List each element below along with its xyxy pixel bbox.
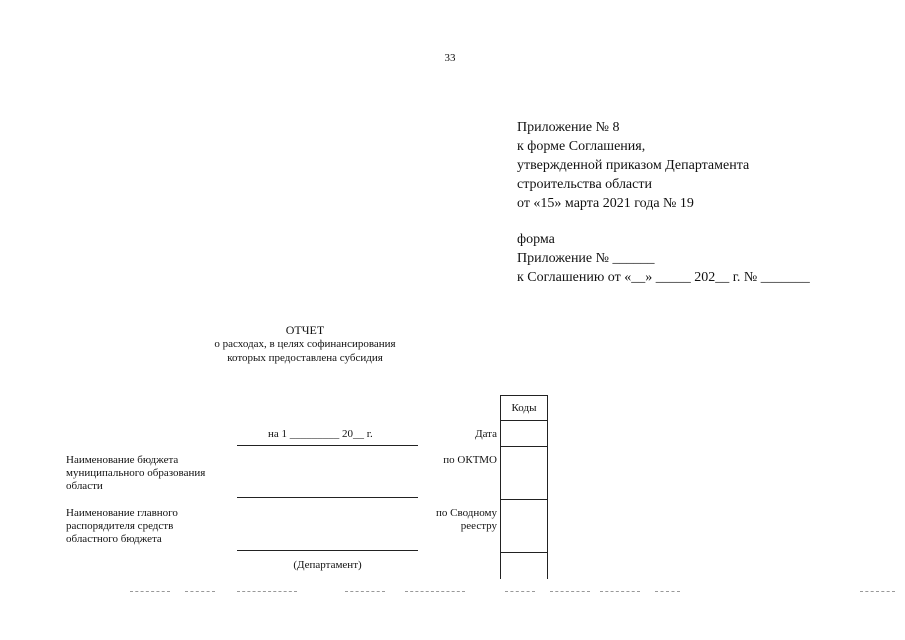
scan-artifact bbox=[655, 591, 680, 592]
oktmo-label: по ОКТМО bbox=[443, 454, 497, 466]
registry-label-line: по Сводному bbox=[435, 507, 497, 519]
scan-artifact bbox=[345, 591, 385, 592]
appendix-line: строительства области bbox=[517, 177, 652, 192]
appendix-line: Приложение № 8 bbox=[517, 120, 620, 135]
code-cell-registry[interactable] bbox=[501, 500, 548, 553]
appendix-block bbox=[517, 118, 810, 287]
chief-manager-label bbox=[66, 507, 236, 546]
report-subtitle: которых предоставлена субсидия bbox=[227, 352, 383, 364]
budget-name-label bbox=[66, 454, 236, 493]
budget-name-field[interactable] bbox=[237, 497, 418, 498]
report-title: ОТЧЕТ bbox=[285, 323, 325, 337]
codes-header: Коды bbox=[501, 396, 548, 421]
registry-label-line: реестру bbox=[460, 520, 497, 532]
form-label: форма bbox=[517, 232, 555, 247]
budget-name-label-line: области bbox=[66, 480, 103, 492]
scan-artifact bbox=[237, 591, 297, 592]
date-underline bbox=[237, 445, 418, 446]
date-label: Дата bbox=[475, 428, 497, 440]
appendix-line: от «15» марта 2021 года № 19 bbox=[517, 196, 694, 211]
agreement-line: к Соглашению от «__» _____ 202__ г. № _______ bbox=[517, 270, 810, 285]
scan-artifact bbox=[600, 591, 640, 592]
registry-label bbox=[420, 507, 497, 533]
budget-name-label-line: муниципального образования bbox=[66, 467, 206, 479]
report-date-line: на 1 _________ 20__ г. bbox=[268, 428, 373, 440]
scan-artifact bbox=[185, 591, 215, 592]
scan-artifact bbox=[505, 591, 535, 592]
scan-artifact bbox=[860, 591, 895, 592]
scan-artifact bbox=[130, 591, 170, 592]
codes-table bbox=[500, 395, 548, 579]
scan-artifact bbox=[405, 591, 465, 592]
code-cell-date[interactable] bbox=[501, 421, 548, 447]
code-cell-oktmo[interactable] bbox=[501, 447, 548, 500]
appendix-number-line: Приложение № ______ bbox=[517, 251, 655, 266]
chief-manager-label-line: областного бюджета bbox=[66, 533, 162, 545]
chief-manager-label-line: Наименование главного bbox=[66, 507, 178, 519]
appendix-gap bbox=[517, 213, 810, 230]
appendix-line: утвержденной приказом Департамента bbox=[517, 158, 750, 173]
scan-artifact bbox=[550, 591, 590, 592]
code-cell-department[interactable] bbox=[501, 553, 548, 580]
report-title-block bbox=[155, 323, 455, 365]
chief-manager-label-line: распорядителя средств bbox=[66, 520, 174, 532]
department-caption: (Департамент) bbox=[293, 559, 362, 571]
report-subtitle: о расходах, в целях софинансирования bbox=[214, 338, 396, 350]
budget-name-label-line: Наименование бюджета bbox=[66, 454, 179, 466]
chief-manager-field[interactable] bbox=[237, 550, 418, 551]
appendix-line: к форме Соглашения, bbox=[517, 139, 646, 154]
page-number: 33 bbox=[444, 52, 456, 64]
